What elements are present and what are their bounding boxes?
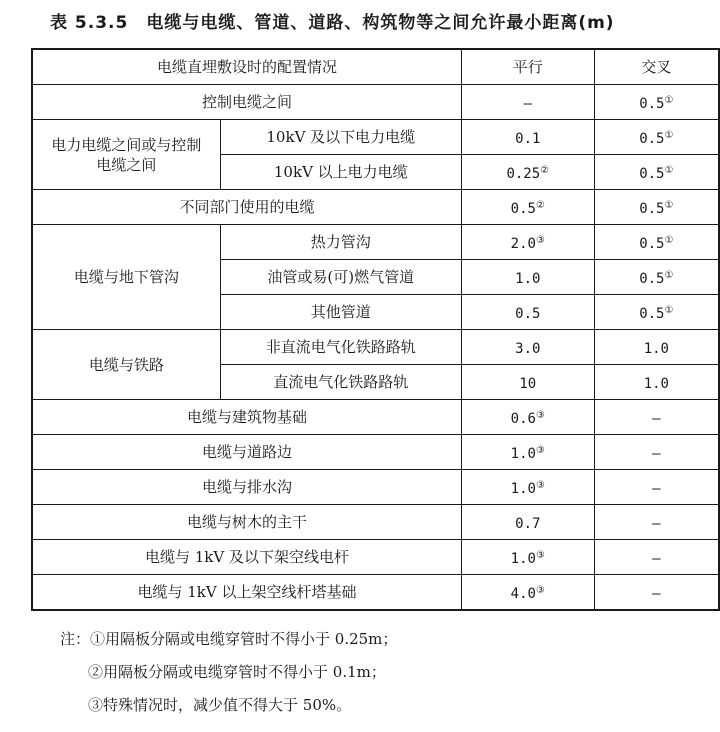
parallel-value: 1.0③ (461, 435, 594, 470)
parallel-value: 2.0③ (461, 225, 594, 260)
row-label: 热力管沟 (220, 225, 461, 260)
table-row (32, 575, 719, 611)
table-row (32, 540, 719, 575)
table-row (32, 225, 719, 260)
parallel-value: 0.6③ (461, 400, 594, 435)
cross-value: 0.5① (594, 260, 719, 295)
table-title: 表 5.3.5 电缆与电缆、管道、道路、构筑物等之间允许最小距离(m) (50, 13, 615, 33)
header-row (32, 49, 719, 85)
cross-value: 1.0 (594, 330, 719, 365)
parallel-value: 0.1 (461, 120, 594, 155)
table-row (32, 85, 719, 120)
cross-value: 0.5① (594, 225, 719, 260)
table-row (32, 190, 719, 225)
table-row (32, 400, 719, 435)
cross-value: 0.5① (594, 155, 719, 190)
parallel-value: — (461, 85, 594, 120)
row-label: 10kV 及以下电力电缆 (220, 120, 461, 155)
note-line (60, 689, 397, 722)
cross-value: 1.0 (594, 365, 719, 400)
cross-value: — (594, 435, 719, 470)
row-label: 电缆与排水沟 (32, 470, 461, 505)
parallel-value: 1.0③ (461, 470, 594, 505)
group-label: 电力电缆之间或与控制电缆之间 (32, 120, 220, 190)
cross-value: 0.5① (594, 85, 719, 120)
row-label: 电缆与道路边 (32, 435, 461, 470)
parallel-value: 0.7 (461, 505, 594, 540)
parallel-value: 0.5 (461, 295, 594, 330)
parallel-value: 1.0 (461, 260, 594, 295)
row-label: 电缆与 1kV 以上架空线杆塔基础 (32, 575, 461, 611)
table-row (32, 435, 719, 470)
header-cross: 交叉 (594, 49, 719, 85)
note-item: ②用隔板分隔或电缆穿管时不得小于 0.1m； (88, 663, 386, 681)
cross-value: 0.5① (594, 120, 719, 155)
parallel-value: 0.5② (461, 190, 594, 225)
table-row (32, 470, 719, 505)
note-line (60, 623, 397, 656)
parallel-value: 4.0③ (461, 575, 594, 611)
table-notes (60, 623, 397, 722)
cross-value: — (594, 470, 719, 505)
cross-value: — (594, 575, 719, 611)
header-parallel: 平行 (461, 49, 594, 85)
parallel-value: 10 (461, 365, 594, 400)
cross-value: 0.5① (594, 190, 719, 225)
row-label: 不同部门使用的电缆 (32, 190, 461, 225)
cross-value: 0.5① (594, 295, 719, 330)
row-label: 电缆与 1kV 及以下架空线电杆 (32, 540, 461, 575)
note-line (60, 656, 397, 689)
distance-table (31, 48, 720, 611)
parallel-value: 1.0③ (461, 540, 594, 575)
row-label: 油管或易(可)燃气管道 (220, 260, 461, 295)
table-row (32, 120, 719, 155)
cross-value: — (594, 505, 719, 540)
notes-prefix: 注： (60, 630, 91, 648)
parallel-value: 0.25② (461, 155, 594, 190)
table-row (32, 330, 719, 365)
table-row (32, 505, 719, 540)
row-label: 其他管道 (220, 295, 461, 330)
row-label: 非直流电气化铁路路轨 (220, 330, 461, 365)
group-label: 电缆与铁路 (32, 330, 220, 400)
group-label: 电缆与地下管沟 (32, 225, 220, 330)
row-label: 电缆与建筑物基础 (32, 400, 461, 435)
parallel-value: 3.0 (461, 330, 594, 365)
note-item: ③特殊情况时，减少值不得大于 50%。 (88, 696, 352, 714)
note-item: ①用隔板分隔或电缆穿管时不得小于 0.25m； (90, 630, 398, 648)
header-condition: 电缆直埋敷设时的配置情况 (32, 49, 461, 85)
row-label: 10kV 以上电力电缆 (220, 155, 461, 190)
row-label: 控制电缆之间 (32, 85, 461, 120)
row-label: 电缆与树木的主干 (32, 505, 461, 540)
row-label: 直流电气化铁路路轨 (220, 365, 461, 400)
cross-value: — (594, 540, 719, 575)
cross-value: — (594, 400, 719, 435)
